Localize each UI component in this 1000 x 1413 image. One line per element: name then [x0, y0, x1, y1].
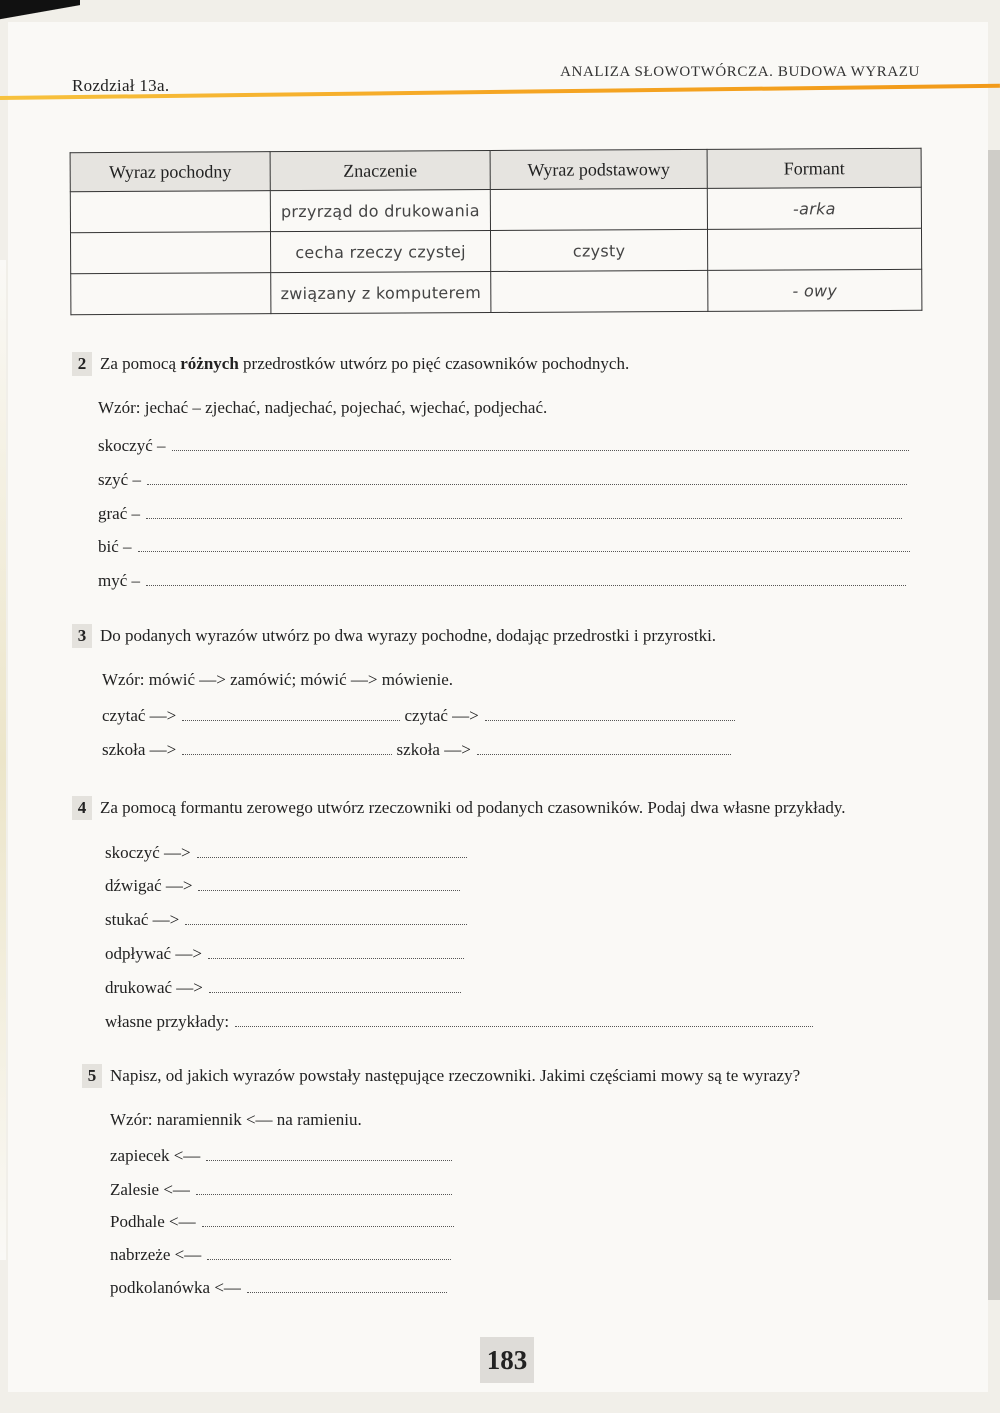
col-derived-word: Wyraz pochodny	[70, 152, 270, 192]
answer-line[interactable]	[197, 843, 467, 858]
word-formation-table	[70, 148, 923, 315]
list-item: drukować —>	[105, 978, 461, 998]
table-cell: -arka	[707, 187, 921, 229]
answer-line[interactable]	[207, 1245, 451, 1260]
list-item: stukać —>	[105, 910, 467, 930]
table-cell[interactable]	[490, 188, 707, 230]
list-item: skoczyć —>	[105, 843, 467, 863]
table-cell: czysty	[490, 229, 707, 271]
answer-line[interactable]	[198, 876, 460, 891]
list-item: szkoła —> szkoła —>	[102, 740, 731, 760]
table-row	[71, 269, 922, 314]
list-item: bić –	[98, 537, 910, 557]
task-4-instruction: 4 Za pomocą formantu zerowego utwórz rzeczowniki od podanych czasowników. Podaj dwa własne przykłady.	[72, 796, 846, 820]
answer-line[interactable]	[147, 470, 907, 485]
list-item: odpływać —>	[105, 944, 464, 964]
list-item: szyć –	[98, 470, 907, 490]
chapter-label: Rozdział 13a.	[72, 76, 170, 95]
section-title: ANALIZA SŁOWOTWÓRCZA. BUDOWA WYRAZU	[560, 64, 920, 80]
answer-line[interactable]	[146, 504, 902, 519]
task-5-instruction: 5 Napisz, od jakich wyrazów powstały następujące rzeczowniki. Jakimi częściami mowy są te wyrazy?	[82, 1064, 800, 1088]
list-item: skoczyć –	[98, 436, 909, 456]
answer-line[interactable]	[485, 706, 735, 721]
list-item: grać –	[98, 504, 902, 524]
table-cell: związany z komputerem	[271, 272, 491, 314]
answer-line[interactable]	[182, 706, 400, 721]
table-cell[interactable]	[707, 228, 921, 270]
task-number: 3	[72, 624, 92, 648]
task-3-instruction: 3 Do podanych wyrazów utwórz po dwa wyrazy pochodne, dodając przedrostki i przyrostki.	[72, 624, 716, 648]
answer-line[interactable]	[185, 910, 467, 925]
table-cell[interactable]	[70, 191, 270, 233]
list-item: myć –	[98, 571, 906, 591]
answer-line[interactable]	[209, 978, 461, 993]
list-item: czytać —> czytać —>	[102, 706, 735, 726]
list-item: Zalesie <—	[110, 1180, 452, 1200]
answer-line[interactable]	[146, 571, 906, 586]
list-item: Podhale <—	[110, 1212, 454, 1232]
col-meaning: Znaczenie	[270, 151, 490, 191]
page-corner-shadow	[0, 0, 80, 40]
table-row	[71, 228, 922, 273]
task-3-example: Wzór: mówić —> zamówić; mówić —> mówienie.	[102, 670, 454, 689]
task-number: 4	[72, 796, 92, 820]
list-item: podkolanówka <—	[110, 1278, 447, 1298]
table-cell[interactable]	[491, 270, 708, 312]
table-cell: - owy	[708, 269, 922, 311]
task-5-example: Wzór: naramiennik <— na ramieniu.	[110, 1110, 362, 1129]
answer-line[interactable]	[138, 537, 910, 552]
table-header-row	[70, 148, 921, 191]
page-binding	[0, 260, 6, 1260]
col-base-word: Wyraz podstawowy	[490, 149, 707, 189]
list-item: dźwigać —>	[105, 876, 460, 896]
answer-line[interactable]	[235, 1012, 813, 1027]
task-number: 5	[82, 1064, 102, 1088]
task-number: 2	[72, 352, 92, 376]
col-formant: Formant	[707, 148, 921, 188]
table-cell[interactable]	[71, 273, 271, 315]
task-2-example: Wzór: jechać – zjechać, nadjechać, pojechać, wjechać, podjechać.	[98, 398, 548, 417]
page-edge	[988, 150, 1000, 1300]
answer-line[interactable]	[477, 740, 731, 755]
table-row	[70, 187, 921, 232]
answer-line[interactable]	[172, 436, 909, 451]
list-item: własne przykłady:	[105, 1012, 813, 1032]
answer-line[interactable]	[196, 1180, 452, 1195]
answer-line[interactable]	[208, 944, 464, 959]
list-item: nabrzeże <—	[110, 1245, 451, 1265]
table-cell: przyrząd do drukowania	[270, 190, 490, 232]
table-cell: cecha rzeczy czystej	[270, 231, 490, 273]
answer-line[interactable]	[182, 740, 392, 755]
answer-line[interactable]	[247, 1278, 447, 1293]
page-number: 183	[480, 1337, 534, 1383]
answer-line[interactable]	[202, 1212, 454, 1227]
answer-line[interactable]	[206, 1146, 452, 1161]
task-2-instruction: 2 Za pomocą różnych przedrostków utwórz po pięć czasowników pochodnych.	[72, 352, 629, 376]
emphasis: różnych	[180, 354, 239, 373]
table-cell[interactable]	[71, 232, 271, 274]
list-item: zapiecek <—	[110, 1146, 452, 1166]
